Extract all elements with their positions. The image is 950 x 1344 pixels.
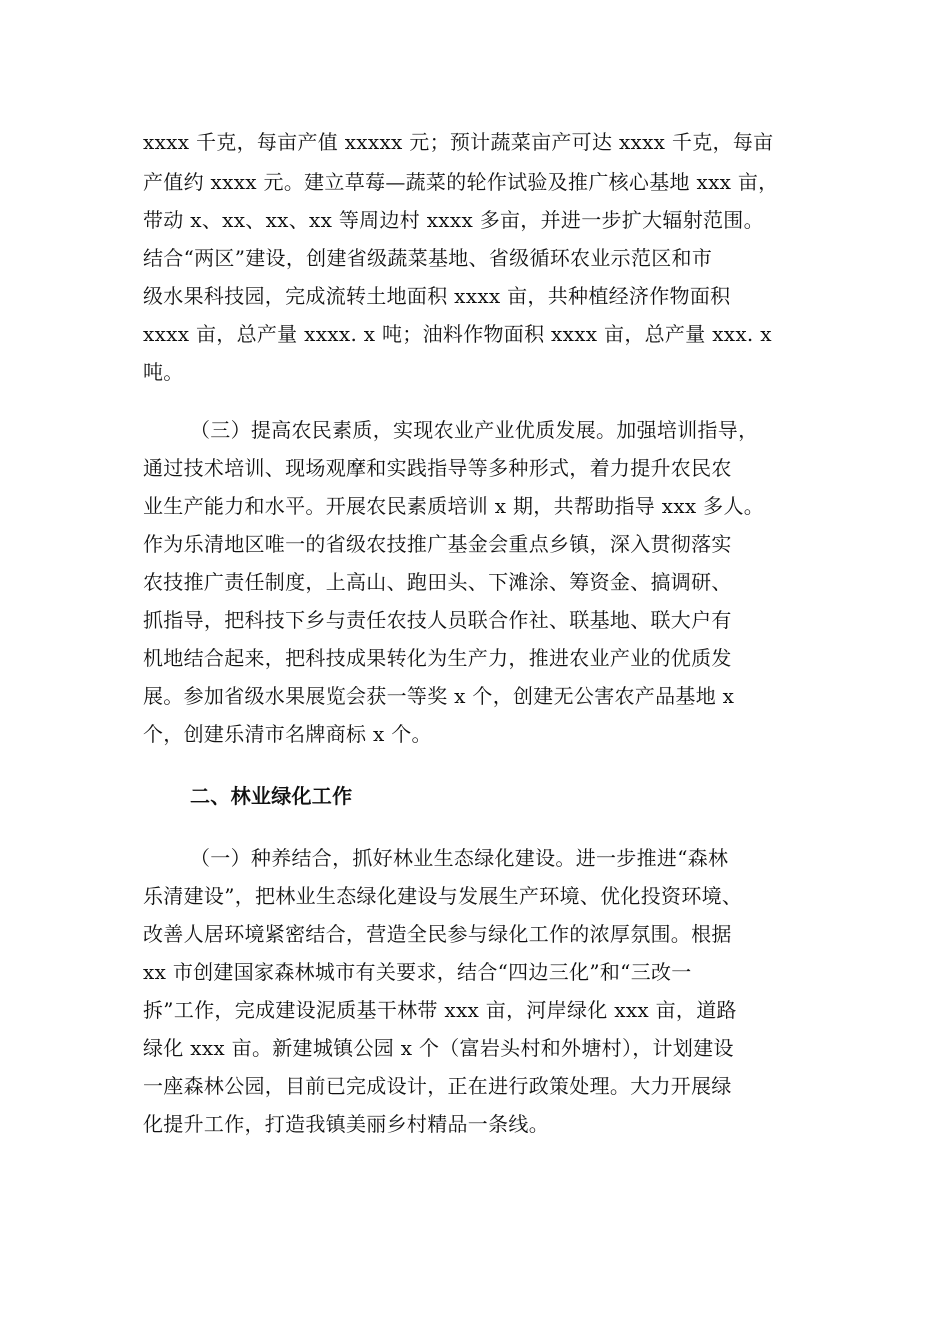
paragraph-2-line-5: 农技推广责任制度，上高山、跑田头、下滩涂、筹资金、搞调研、: [143, 570, 732, 594]
paragraph-3-line-6: 绿化 xxx 亩。新建城镇公园 x 个（富岩头村和外塘村），计划建设: [143, 1036, 734, 1060]
paragraph-1-line-3: 带动 x、xx、xx、xx 等周边村 xxxx 多亩，并进一步扩大辐射范围。: [143, 208, 764, 232]
paragraph-2-line-8: 展。参加省级水果展览会获一等奖 x 个，创建无公害农产品基地 x: [143, 684, 735, 708]
paragraph-1-line-5: 级水果科技园，完成流转土地面积 xxxx 亩，共种植经济作物面积: [143, 284, 731, 308]
paragraph-3-line-2: 乐清建设”，把林业生态绿化建设与发展生产环境、优化投资环境、: [143, 884, 743, 908]
paragraph-1-line-7: 吨。: [143, 360, 184, 384]
paragraph-2-line-3: 业生产能力和水平。开展农民素质培训 x 期，共帮助指导 xxx 多人。: [143, 494, 765, 518]
paragraph-2-line-7: 机地结合起来，把科技成果转化为生产力，推进农业产业的优质发: [143, 646, 732, 670]
paragraph-2-line-6: 抓指导，把科技下乡与责任农技人员联合作社、联基地、联大户有: [143, 608, 732, 632]
paragraph-3-line-5: 拆”工作，完成建设泥质基干林带 xxx 亩，河岸绿化 xxx 亩，道路: [143, 998, 737, 1022]
paragraph-1-line-6: xxxx 亩，总产量 xxxx. x 吨；油料作物面积 xxxx 亩，总产量 xxx. x: [143, 322, 772, 346]
paragraph-3-line-4: xx 市创建国家森林城市有关要求，结合“四边三化”和“三改一: [143, 960, 692, 984]
paragraph-3-line-3: 改善人居环境紧密结合，营造全民参与绿化工作的浓厚氛围。根据: [143, 922, 732, 946]
paragraph-2-line-1: （三）提高农民素质，实现农业产业优质发展。加强培训指导，: [190, 418, 759, 442]
paragraph-3-line-1: （一）种养结合，抓好林业生态绿化建设。进一步推进“森林: [190, 846, 729, 870]
paragraph-1-line-2: 产值约 xxxx 元。建立草莓—蔬菜的轮作试验及推广核心基地 xxx 亩，: [143, 170, 779, 194]
paragraph-2-line-9: 个，创建乐清市名牌商标 x 个。: [143, 722, 432, 746]
paragraph-2-line-2: 通过技术培训、现场观摩和实践指导等多种形式，着力提升农民农: [143, 456, 732, 480]
paragraph-1-line-4: 结合“两区”建设，创建省级蔬菜基地、省级循环农业示范区和市: [143, 246, 713, 270]
section-heading-forestry: 二、林业绿化工作: [190, 784, 353, 808]
paragraph-3-line-7: 一座森林公园，目前已完成设计，正在进行政策处理。大力开展绿: [143, 1074, 732, 1098]
paragraph-3-line-8: 化提升工作，打造我镇美丽乡村精品一条线。: [143, 1112, 549, 1136]
paragraph-1-line-1: xxxx 千克，每亩产值 xxxxx 元；预计蔬菜亩产可达 xxxx 千克，每亩: [143, 130, 774, 154]
paragraph-2-line-4: 作为乐清地区唯一的省级农技推广基金会重点乡镇，深入贯彻落实: [143, 532, 732, 556]
